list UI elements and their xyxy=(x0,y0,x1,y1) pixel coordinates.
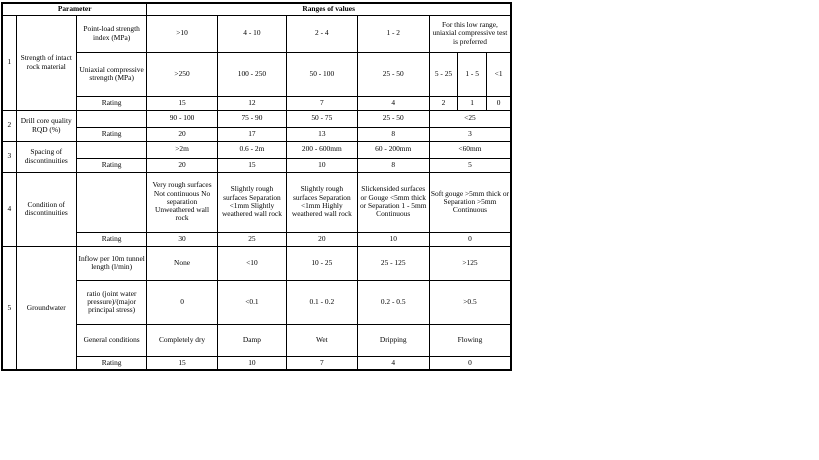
r1-rating-1: 12 xyxy=(217,96,286,110)
r3-value-2: 200 - 600mm xyxy=(287,141,357,158)
r2-rating-1: 17 xyxy=(217,127,286,141)
r5-ratio-4: >0.5 xyxy=(429,280,511,324)
r3-value-1: 0.6 - 2m xyxy=(217,141,286,158)
r3-rating-1: 15 xyxy=(217,158,286,172)
r1-pl-value-2: 2 - 4 xyxy=(287,15,357,52)
r1-rating-3: 4 xyxy=(357,96,429,110)
r5-inflow-label: Inflow per 10m tunnel length (l/min) xyxy=(76,246,146,280)
r1-pl-value-0: >10 xyxy=(147,15,217,52)
r1-pointload-row xyxy=(2,15,511,52)
r5-parameter: Groundwater xyxy=(16,246,76,370)
r3-empty-label xyxy=(76,141,146,158)
rmr-classification-table xyxy=(1,2,512,371)
r4-empty-label xyxy=(76,172,146,232)
r3-number: 3 xyxy=(2,141,16,172)
r1-ucs-value-4: 5 - 25 xyxy=(429,52,457,96)
r2-number: 2 xyxy=(2,110,16,141)
r2-value-3: 25 - 50 xyxy=(357,110,429,127)
r5-ratio-1: <0.1 xyxy=(217,280,286,324)
r2-parameter: Drill core quality RQD (%) xyxy=(16,110,76,141)
r2-value-2: 50 - 75 xyxy=(287,110,357,127)
r1-ucs-value-1: 100 - 250 xyxy=(217,52,286,96)
r5-ratio-0: 0 xyxy=(147,280,217,324)
r1-ucs-label: Uniaxial compressive strength (MPa) xyxy=(76,52,146,96)
r1-parameter: Strength of intact rock material xyxy=(16,15,76,110)
r5-inflow-4: >125 xyxy=(429,246,511,280)
r4-value-3: Slickensided surfaces or Gouge <5mm thick or Separation 1 - 5mm Continuous xyxy=(357,172,429,232)
r5-general-3: Dripping xyxy=(357,324,429,356)
header-row xyxy=(2,3,511,15)
r3-rating-0: 20 xyxy=(147,158,217,172)
r3-rating-label: Rating xyxy=(76,158,146,172)
r4-value-4: Soft gouge >5mm thick or Separation >5mm Continuous xyxy=(429,172,511,232)
r4-rating-label: Rating xyxy=(76,232,146,246)
r5-rating-0: 15 xyxy=(147,356,217,370)
r2-empty-label xyxy=(76,110,146,127)
r4-parameter: Condition of discontinuities xyxy=(16,172,76,246)
r1-pl-note: For this low range, uniaxial compressive test is preferred xyxy=(429,15,511,52)
r4-rating-2: 20 xyxy=(287,232,357,246)
r5-rating-4: 0 xyxy=(429,356,511,370)
r2-rating-4: 3 xyxy=(429,127,511,141)
r1-rating-label: Rating xyxy=(76,96,146,110)
r5-number: 5 xyxy=(2,246,16,370)
r3-rating-row xyxy=(2,158,511,172)
r3-rating-2: 10 xyxy=(287,158,357,172)
r3-rating-3: 8 xyxy=(357,158,429,172)
r1-rating-4: 2 xyxy=(429,96,457,110)
r5-inflow-1: <10 xyxy=(217,246,286,280)
r1-rating-0: 15 xyxy=(147,96,217,110)
r2-rating-row xyxy=(2,127,511,141)
r1-ucs-value-6: <1 xyxy=(487,52,511,96)
r2-rating-2: 13 xyxy=(287,127,357,141)
r1-ucs-value-2: 50 - 100 xyxy=(287,52,357,96)
r5-rating-row xyxy=(2,356,511,370)
r1-ucs-value-0: >250 xyxy=(147,52,217,96)
r5-rating-3: 4 xyxy=(357,356,429,370)
r5-general-1: Damp xyxy=(217,324,286,356)
r4-value-2: Slightly rough surfaces Separation <1mm Highly weathered wall rock xyxy=(287,172,357,232)
r5-inflow-0: None xyxy=(147,246,217,280)
r5-general-2: Wet xyxy=(287,324,357,356)
r5-general-4: Flowing xyxy=(429,324,511,356)
r4-rating-3: 10 xyxy=(357,232,429,246)
r1-ucs-row xyxy=(2,52,511,96)
r3-values-row xyxy=(2,141,511,158)
r2-rating-3: 8 xyxy=(357,127,429,141)
r1-rating-6: 0 xyxy=(487,96,511,110)
r5-general-row xyxy=(2,324,511,356)
r1-number: 1 xyxy=(2,15,16,110)
r4-number: 4 xyxy=(2,172,16,246)
r4-values-row xyxy=(2,172,511,232)
r5-ratio-row xyxy=(2,280,511,324)
r2-value-4: <25 xyxy=(429,110,511,127)
r3-value-4: <60mm xyxy=(429,141,511,158)
r5-inflow-2: 10 - 25 xyxy=(287,246,357,280)
r1-ucs-value-5: 1 - 5 xyxy=(458,52,487,96)
r2-values-row xyxy=(2,110,511,127)
r1-pointload-label: Point-load strength index (MPa) xyxy=(76,15,146,52)
r4-rating-row xyxy=(2,232,511,246)
r3-rating-4: 5 xyxy=(429,158,511,172)
r5-ratio-2: 0.1 - 0.2 xyxy=(287,280,357,324)
r5-rating-2: 7 xyxy=(287,356,357,370)
r4-value-0: Very rough surfaces Not continuous No separation Unweathered wall rock xyxy=(147,172,217,232)
r4-value-1: Slightly rough surfaces Separation <1mm Slightly weathered wall rock xyxy=(217,172,286,232)
r4-rating-4: 0 xyxy=(429,232,511,246)
r5-general-0: Completely dry xyxy=(147,324,217,356)
r5-ratio-3: 0.2 - 0.5 xyxy=(357,280,429,324)
header-ranges: Ranges of values xyxy=(147,3,511,15)
header-parameter: Parameter xyxy=(2,3,147,15)
r3-parameter: Spacing of discontinuities xyxy=(16,141,76,172)
r5-general-label: General conditions xyxy=(76,324,146,356)
r5-inflow-3: 25 - 125 xyxy=(357,246,429,280)
r1-ucs-value-3: 25 - 50 xyxy=(357,52,429,96)
r4-rating-1: 25 xyxy=(217,232,286,246)
r1-pl-value-1: 4 - 10 xyxy=(217,15,286,52)
r4-rating-0: 30 xyxy=(147,232,217,246)
r2-value-0: 90 - 100 xyxy=(147,110,217,127)
r1-rating-row xyxy=(2,96,511,110)
r5-rating-1: 10 xyxy=(217,356,286,370)
r5-ratio-label: ratio (joint water pressure)/(major principal stress) xyxy=(76,280,146,324)
r3-value-0: >2m xyxy=(147,141,217,158)
r2-rating-label: Rating xyxy=(76,127,146,141)
r5-rating-label: Rating xyxy=(76,356,146,370)
r2-value-1: 75 - 90 xyxy=(217,110,286,127)
r5-inflow-row xyxy=(2,246,511,280)
r1-rating-2: 7 xyxy=(287,96,357,110)
r1-rating-5: 1 xyxy=(458,96,487,110)
r1-pl-value-3: 1 - 2 xyxy=(357,15,429,52)
r3-value-3: 60 - 200mm xyxy=(357,141,429,158)
r2-rating-0: 20 xyxy=(147,127,217,141)
